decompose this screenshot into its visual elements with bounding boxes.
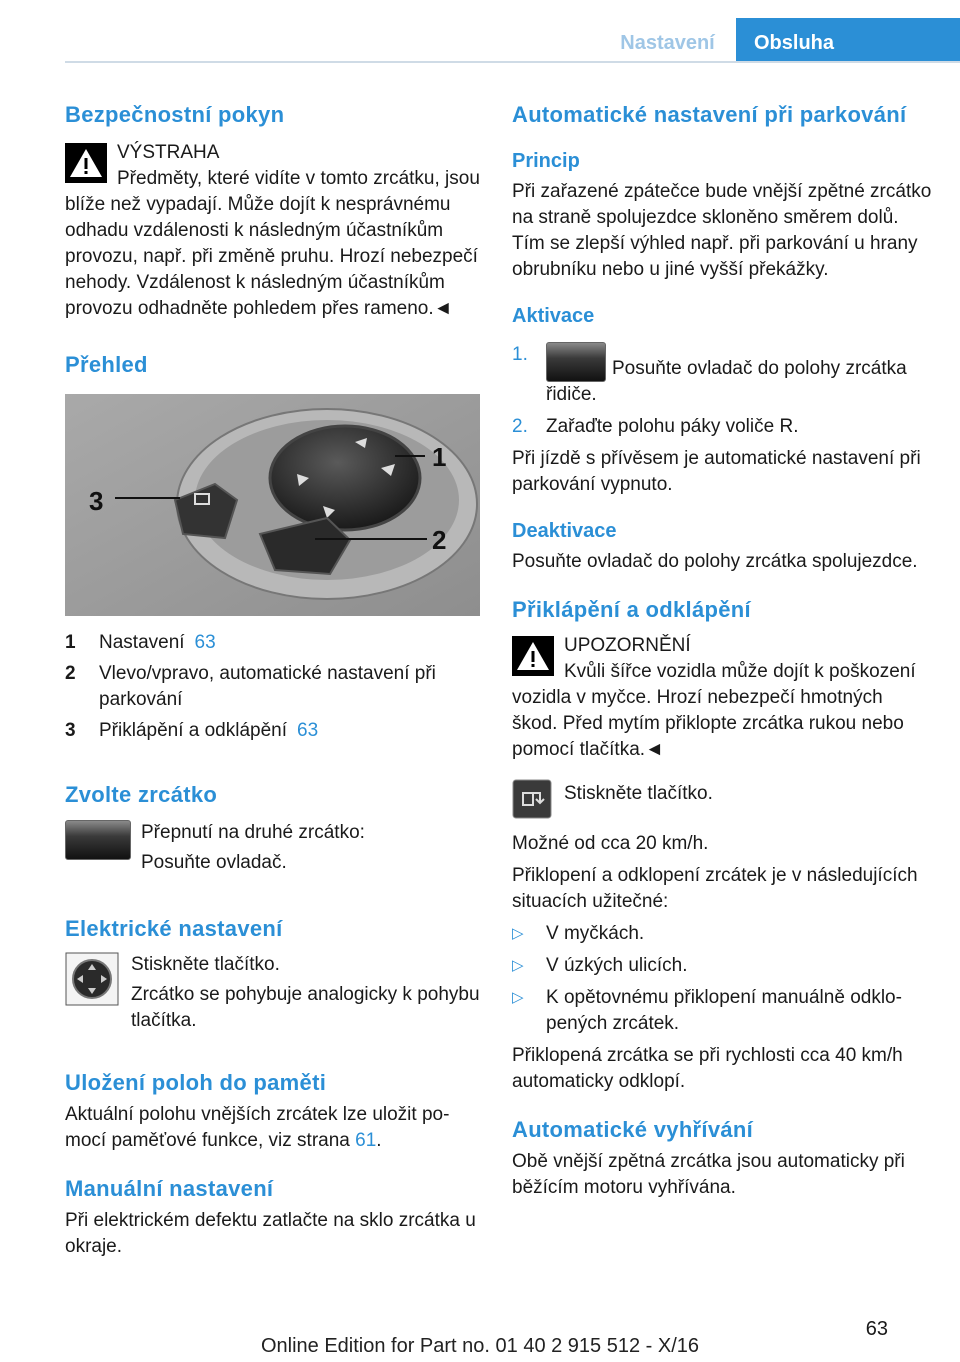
auto-unfold-text: Přiklopená zrcátka se při rychlosti cca 40 km/h automaticky odklopí. — [512, 1045, 903, 1092]
warning-icon — [512, 636, 554, 676]
manual-text: Při elektrickém defektu zatlačte na sklo zrcátka u okraje. — [65, 1210, 476, 1257]
left-column — [65, 102, 483, 1260]
manual-heading: Manuální nastavení — [65, 1176, 274, 1201]
page-link[interactable]: 63 — [297, 720, 319, 741]
legend-list — [65, 630, 483, 744]
legend-item: 3 Přiklápění a odklápění 63 — [65, 720, 319, 741]
caution-block — [512, 633, 932, 763]
auto-parking-heading: Automatické nastavení při parkování — [512, 102, 907, 127]
select-mirror-block — [65, 820, 483, 876]
electric-heading: Elektrické nastavení — [65, 916, 283, 941]
step-item: 2. Zařaďte polohu páky voliče R. — [512, 416, 799, 437]
step-item: 1. Posuňte ovladač do polohy zrcátka řidiče. — [512, 344, 907, 405]
svg-text:1: 1 — [432, 442, 447, 472]
list-item: ▷ V úzkých ulicích. — [512, 955, 688, 976]
header-divider — [65, 61, 960, 63]
tab-settings[interactable]: Nastavení — [620, 32, 715, 54]
caution-label: UPOZORNĚNÍ — [564, 635, 691, 656]
electric-block — [65, 952, 483, 1034]
electric-line-1: Stiskněte tlačítko. — [131, 954, 280, 975]
electric-line-2: Zrcátko se pohybuje analogicky k pohybu tlačítka. — [131, 984, 480, 1031]
useful-text: Přiklopení a odklopení zrcátek je v následujících situacích užitečné: — [512, 865, 918, 912]
memory-heading: Uložení poloh do paměti — [65, 1070, 327, 1095]
page-link[interactable]: 61 — [355, 1130, 377, 1151]
folding-heading: Přiklápění a odklápění — [512, 597, 751, 622]
svg-text:2: 2 — [432, 525, 447, 555]
warning-text: Předměty, které vidíte v tomto zrcátku, jsou blíže než vypadají. Může dojít k nesprávnému odhadu vzdálenosti k následným účastníkům provozu, např. při změně pruhu. Hrozí nebezpečí nehody. Vzdálenost k následným účastníkům provozu odhadněte pohledem přes rameno.◄ — [65, 168, 480, 319]
page-number: 63 — [865, 1318, 888, 1340]
memory-text: Aktuální polohu vnějších zrcátek lze uložit pomocí paměťové funkce, viz strana 61. — [65, 1104, 450, 1151]
warning-label: VÝSTRAHA — [117, 142, 220, 163]
mirror-switch-icon — [546, 342, 606, 380]
principle-text: Při zařazené zpátečce bude vnější zpětné zrcátko na straně spolujezdce skloněno směrem dolů. Tím se zlepší výhled např. při parkování u hrany obrubníku nebo u jiné vyšší překážky. — [512, 181, 932, 280]
bullet-list — [512, 921, 932, 1037]
trailer-text: Při jízdě s přívěsem je automatické nastavení při parkování vypnuto. — [512, 448, 921, 495]
footer-text: Online Edition for Part no. 01 40 2 915 512 - X/16 — [260, 1335, 700, 1357]
principle-heading: Princip — [512, 150, 580, 172]
mirror-switch-icon — [65, 820, 131, 860]
list-item: ▷ V myčkách. — [512, 923, 645, 944]
legend-item: 2 Vlevo/vpravo, automatické nastavení při parkování — [65, 663, 436, 710]
deactivation-heading: Deaktivace — [512, 520, 617, 542]
adjust-pad-icon — [65, 952, 119, 1006]
activation-heading: Aktivace — [512, 305, 595, 327]
warning-block — [65, 140, 483, 322]
safety-heading: Bezpečnostní pokyn — [65, 102, 285, 127]
heating-heading: Automatické vyhřívání — [512, 1117, 754, 1142]
tab-operation[interactable]: Obsluha — [736, 18, 960, 62]
list-item: ▷ K opětovnému přiklopení manuálně odklopených zrcátek. — [512, 987, 902, 1034]
warning-icon — [65, 143, 107, 183]
caution-text: Kvůli šířce vozidla může dojít k poškození vozidla v myčce. Hrozí nebezpečí hmotných škod. Před mytím přiklopte zrcátka rukou nebo pomocí tlačítka.◄ — [512, 661, 916, 760]
speed-text: Možné od cca 20 km/h. — [512, 833, 709, 854]
fold-mirror-icon — [512, 779, 552, 819]
deactivation-text: Posuňte ovladač do polohy zrcátka spolujezdce. — [512, 551, 918, 572]
fold-button-block — [512, 779, 932, 819]
activation-steps — [512, 342, 932, 440]
page-link[interactable]: 63 — [194, 632, 216, 653]
select-mirror-heading: Zvolte zrcátko — [65, 782, 218, 807]
legend-item: 1 Nastavení 63 — [65, 632, 216, 653]
select-line-2: Posuňte ovladač. — [141, 852, 287, 873]
right-column — [512, 102, 932, 1201]
overview-heading: Přehled — [65, 352, 148, 377]
select-line-1: Přepnutí na druhé zrcátko: — [141, 822, 365, 843]
svg-text:3: 3 — [89, 486, 104, 516]
mirror-controls-photo — [65, 394, 480, 616]
press-button-text: Stiskněte tlačítko. — [564, 783, 713, 804]
heating-text: Obě vnější zpětná zrcátka jsou automaticky při běžícím motoru vyhřívána. — [512, 1151, 905, 1198]
